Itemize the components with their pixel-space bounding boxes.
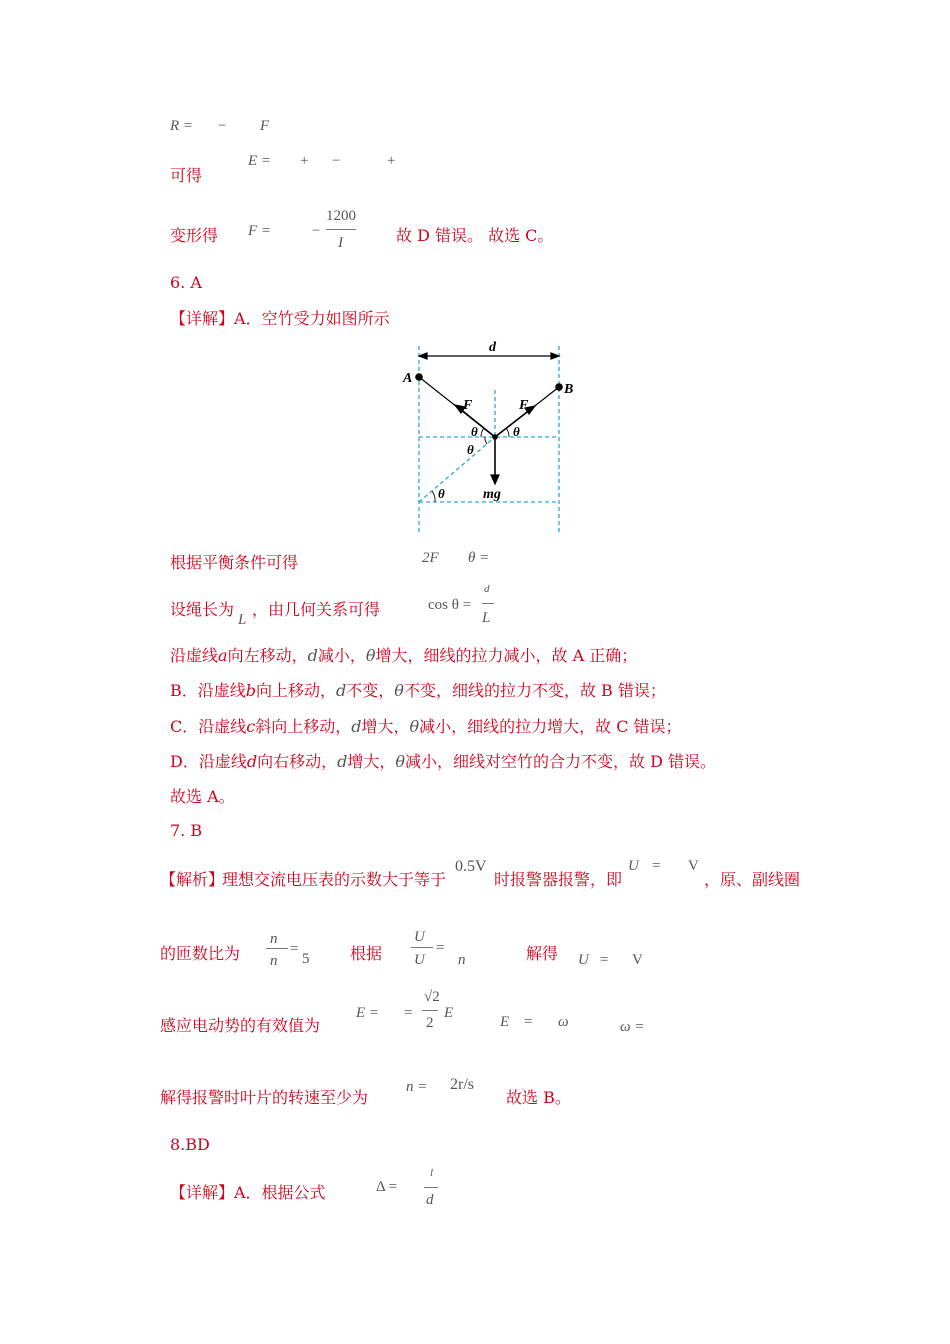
rope-cos: cos θ = (428, 597, 472, 613)
emf-em: E (444, 1005, 454, 1021)
eq-r-minus: − (218, 118, 227, 134)
theta-arc-left (481, 428, 484, 437)
q8-frac-bar (424, 1187, 438, 1188)
q7-answer: 7. B (170, 821, 203, 840)
emf-em2: E (500, 1014, 510, 1030)
opt-a-t3: 减小， (317, 646, 366, 665)
emf-two: 2 (426, 1015, 434, 1031)
option-b-line (170, 681, 666, 701)
q8-tag: 【详解】 (170, 1183, 235, 1202)
theta-arc-right (506, 428, 509, 437)
q7-tag: 【解析】 (160, 870, 225, 889)
eq-e-plus1: + (300, 153, 309, 169)
opt-b-theta: θ (394, 681, 404, 700)
based-u1: U (414, 929, 425, 945)
eq-f-den: I (338, 235, 343, 251)
rope-frac-den: L (482, 610, 491, 626)
opt-a-t2: 向左移动， (227, 646, 308, 665)
eq-f-num: 1200 (326, 208, 356, 224)
q6-conclusion: 故选 A。 (170, 787, 235, 806)
label-theta-3: θ (467, 442, 474, 457)
speed-text: 解得报警时叶片的转速至少为 (160, 1088, 369, 1107)
label-mg: mg (483, 487, 501, 502)
opt-a-t4: 增大，细线的拉力减小，故 A 正确； (375, 646, 638, 665)
opt-c-t3: 增大， (361, 717, 410, 736)
balance-2f: 2F (422, 550, 439, 566)
emf-frac-bar (422, 1010, 438, 1011)
turns-val: 5 (302, 951, 310, 967)
balance-text: 根据平衡条件可得 (170, 553, 299, 572)
q8-answer: 8.BD (170, 1135, 210, 1154)
option-d-line (170, 752, 716, 772)
solve-text: 解得 (526, 944, 559, 963)
q8-delta: Δ = (376, 1179, 398, 1195)
eq-e-plus2: + (387, 153, 396, 169)
opt-d-var: d (246, 752, 258, 771)
option-a-line (170, 646, 637, 666)
opt-a-theta: θ (365, 646, 376, 665)
based-eq: = (436, 940, 445, 956)
based-frac-bar (411, 947, 433, 948)
emf-e: E = (356, 1005, 380, 1021)
opt-c-t4: 减小，细线的拉力增大，故 C 错误； (419, 717, 682, 736)
turns-n2: n (270, 953, 278, 969)
opt-b-d: d (336, 681, 347, 700)
based-u2: U (414, 952, 425, 968)
emf-text: 感应电动势的有效值为 (160, 1016, 321, 1035)
d-arrow-left (419, 353, 427, 359)
opt-b-var: b (245, 681, 257, 700)
opt-a-var: a (218, 646, 228, 665)
opt-c-var: c (246, 717, 256, 736)
q7-text-3: ，原、副线圈 (704, 870, 801, 889)
detail-tag: 【详解】 (170, 309, 235, 328)
q7-v1: 0.5V (455, 858, 487, 875)
label-theta-4: θ (438, 486, 445, 501)
opt-d-theta: θ (395, 752, 406, 771)
label-theta-2: θ (513, 424, 520, 439)
q8-frac-num: l (430, 1167, 434, 1179)
q8-frac-den: d (426, 1192, 434, 1208)
opt-d-t3: 增大， (347, 752, 396, 771)
q7-pick: 故选 B。 (506, 1088, 571, 1107)
center-point (493, 435, 497, 439)
opt-c-t2: 斜向上移动， (255, 717, 352, 736)
q7-u2-unit: V (688, 858, 699, 874)
opt-c-t1: C．沿虚线 (170, 717, 247, 736)
based-n: n (458, 952, 466, 968)
opt-b-t4: 不变，细线的拉力不变，故 B 错误； (403, 681, 666, 700)
eq-e-lhs: E = (248, 153, 272, 169)
opt-b-t2: 向上移动， (256, 681, 337, 700)
turns-n1: n (270, 931, 278, 947)
balance-theta: θ = (468, 550, 490, 566)
point-b (556, 384, 562, 390)
label-a: A (403, 371, 413, 386)
rope-text-2: ，由几何关系可得 (252, 600, 381, 619)
q6-answer: 6. A (170, 273, 202, 292)
solve-unit: V (632, 952, 643, 968)
q8-text: A．根据公式 (234, 1183, 326, 1202)
speed-val: 2r/s (450, 1076, 474, 1093)
bianxing-de-label: 变形得 (170, 226, 219, 245)
keyi-de-label: 可得 (170, 166, 203, 185)
fraction-bar (326, 229, 356, 230)
label-f-left: F (463, 398, 473, 413)
emf-sqrt: √2 (424, 989, 440, 1005)
opt-d-t1: D．沿虚线 (170, 752, 247, 771)
opt-b-t1: B．沿虚线 (170, 681, 246, 700)
label-f-right: F (519, 398, 529, 413)
emf-em-eq: = (524, 1014, 533, 1030)
rope-text-1: 设绳长为 (170, 600, 235, 619)
intro-text: A．空竹受力如图所示 (234, 309, 390, 328)
opt-c-d: d (351, 717, 362, 736)
solve-u1: U (578, 952, 589, 968)
theta-arc-bottom (432, 491, 435, 502)
eq-e-minus: − (332, 153, 341, 169)
based-text: 根据 (350, 944, 383, 963)
label-b: B (564, 382, 574, 397)
turns-text: 的匝数比为 (160, 944, 241, 963)
force-diagram (395, 332, 585, 542)
rope-frac-num: d (484, 583, 490, 595)
eq-f-lhs: F = (248, 223, 272, 239)
emf-eq: = (404, 1005, 413, 1021)
gravity-head (491, 475, 499, 484)
solve-eq: = (600, 952, 609, 968)
opt-d-t2: 向右移动， (257, 752, 338, 771)
d-arrow-right (551, 353, 559, 359)
emf-omega: ω (558, 1014, 569, 1030)
speed-n-eq: n = (406, 1079, 428, 1095)
eq-r-lhs: R = (170, 118, 194, 134)
eq-f-minus: − (312, 223, 321, 239)
turns-eq: = (290, 941, 299, 957)
turns-frac-bar (266, 948, 288, 949)
opt-d-t4: 减小，细线对空竹的合力不变，故 D 错误。 (405, 752, 717, 771)
label-d: d (489, 340, 496, 355)
opt-d-d: d (337, 752, 348, 771)
q6-intro (170, 309, 390, 329)
q7-text-1: 理想交流电压表的示数大于等于 (222, 870, 447, 889)
q7-u2: U (628, 858, 639, 874)
rope-l: L (238, 612, 247, 628)
q7-text-2: 时报警器报警，即 (494, 870, 623, 889)
option-c-line (170, 717, 682, 737)
opt-c-theta: θ (409, 717, 420, 736)
q7-u2-eq: = (652, 858, 661, 874)
theta-arc-lower (485, 437, 487, 444)
q5-conclusion: 故 D 错误。 故选 C。 (396, 226, 554, 245)
opt-b-t3: 不变， (346, 681, 395, 700)
eq-r-f: F (260, 118, 270, 134)
opt-a-d: d (307, 646, 318, 665)
emf-omega2: ω = (620, 1019, 645, 1035)
label-theta-1: θ (471, 424, 478, 439)
opt-a-t1: 沿虚线 (170, 646, 219, 665)
point-a (416, 374, 422, 380)
rope-frac-bar (482, 603, 494, 604)
